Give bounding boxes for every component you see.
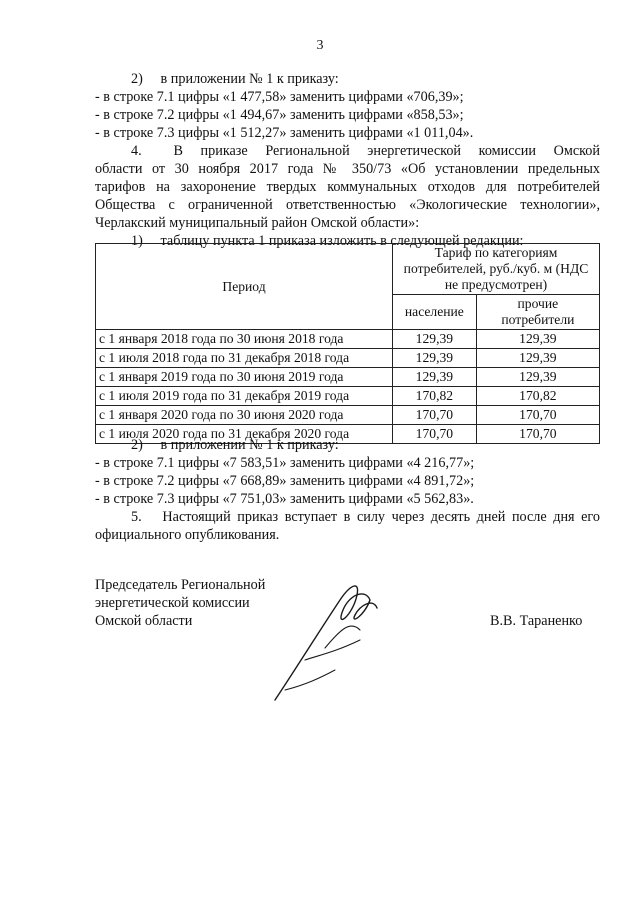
item-4-paragraph bbox=[95, 142, 600, 250]
row-other-value: 129,39 bbox=[476, 349, 599, 368]
row-period: с 1 июля 2018 года по 31 декабря 2018 года bbox=[96, 349, 393, 368]
section-b-line-3: - в строке 7.3 цифры «7 751,03» заменить цифрами «5 562,83». bbox=[95, 491, 474, 507]
row-population-value: 129,39 bbox=[393, 330, 477, 349]
section-b-line-1: - в строке 7.1 цифры «7 583,51» заменить цифрами «4 216,77»; bbox=[95, 455, 475, 471]
row-population-value: 129,39 bbox=[393, 368, 477, 387]
handwritten-signature bbox=[265, 560, 385, 710]
section-a-heading: 2) в приложении № 1 к приказу: bbox=[131, 71, 339, 87]
row-period: с 1 января 2019 года по 30 июня 2019 года bbox=[96, 368, 393, 387]
row-period: с 1 июля 2020 года по 31 декабря 2020 года bbox=[96, 425, 393, 444]
row-population-value: 129,39 bbox=[393, 349, 477, 368]
item-4-line-5: Черлакский муниципальный район Омской области»: bbox=[95, 215, 420, 231]
header-other-consumers: прочие потребители bbox=[476, 295, 599, 330]
row-period: с 1 января 2020 года по 30 июня 2020 года bbox=[96, 406, 393, 425]
header-period: Период bbox=[96, 244, 393, 330]
row-period: с 1 июля 2019 года по 31 декабря 2019 года bbox=[96, 387, 393, 406]
row-other-value: 170,70 bbox=[476, 406, 599, 425]
item-4-line-4: Общества с ограниченной ответственностью «Экологические технологии», bbox=[95, 197, 600, 213]
header-tariff-group: Тариф по категориям потребителей, руб./куб. м (НДС не предусмотрен) bbox=[393, 244, 600, 295]
row-other-value: 129,39 bbox=[476, 330, 599, 349]
table-row bbox=[96, 368, 600, 387]
row-population-value: 170,70 bbox=[393, 425, 477, 444]
section-a-line-1: - в строке 7.1 цифры «1 477,58» заменить цифрами «706,39»; bbox=[95, 89, 464, 105]
row-other-value: 129,39 bbox=[476, 368, 599, 387]
section-a-amendments bbox=[95, 70, 600, 142]
section-a-line-3: - в строке 7.3 цифры «1 512,27» заменить цифрами «1 011,04». bbox=[95, 125, 474, 141]
table-row bbox=[96, 406, 600, 425]
position-line-2: энергетической комиссии bbox=[95, 595, 250, 611]
item-4-line-1: 4. В приказе Региональной энергетической комиссии Омской bbox=[131, 143, 600, 159]
page-number: 3 bbox=[316, 38, 324, 53]
header-population: население bbox=[393, 295, 477, 330]
section-b-heading: 2) в приложении № 1 к приказу: bbox=[131, 437, 339, 453]
row-period: с 1 января 2018 года по 30 июня 2018 года bbox=[96, 330, 393, 349]
section-b-line-2: - в строке 7.2 цифры «7 668,89» заменить цифрами «4 891,72»; bbox=[95, 473, 475, 489]
table-row bbox=[96, 387, 600, 406]
row-other-value: 170,70 bbox=[476, 425, 599, 444]
table-row bbox=[96, 330, 600, 349]
signatory-name: В.В. Тараненко bbox=[490, 613, 583, 629]
section-b-amendments bbox=[95, 436, 600, 508]
tariff-table bbox=[95, 243, 600, 444]
row-other-value: 170,82 bbox=[476, 387, 599, 406]
item-4-line-2: области от 30 ноября 2017 года № 350/73 «Об установлении предельных bbox=[95, 161, 600, 177]
item-5-paragraph bbox=[95, 508, 600, 544]
signatory-position bbox=[95, 576, 265, 630]
row-population-value: 170,70 bbox=[393, 406, 477, 425]
position-line-1: Председатель Региональной bbox=[95, 577, 266, 593]
table-row bbox=[96, 349, 600, 368]
item-5-line-1: 5. Настоящий приказ вступает в силу через десять дней после дня его bbox=[131, 509, 600, 525]
item-4-line-3: тарифов на захоронение твердых коммунальных отходов для потребителей bbox=[95, 179, 600, 195]
position-line-3: Омской области bbox=[95, 613, 193, 629]
item-5-line-2: официального опубликования. bbox=[95, 527, 280, 543]
item-4-subitem-1: 1) таблицу пункта 1 приказа изложить в следующей редакции: bbox=[131, 233, 524, 249]
row-population-value: 170,82 bbox=[393, 387, 477, 406]
section-a-line-2: - в строке 7.2 цифры «1 494,67» заменить цифрами «858,53»; bbox=[95, 107, 464, 123]
